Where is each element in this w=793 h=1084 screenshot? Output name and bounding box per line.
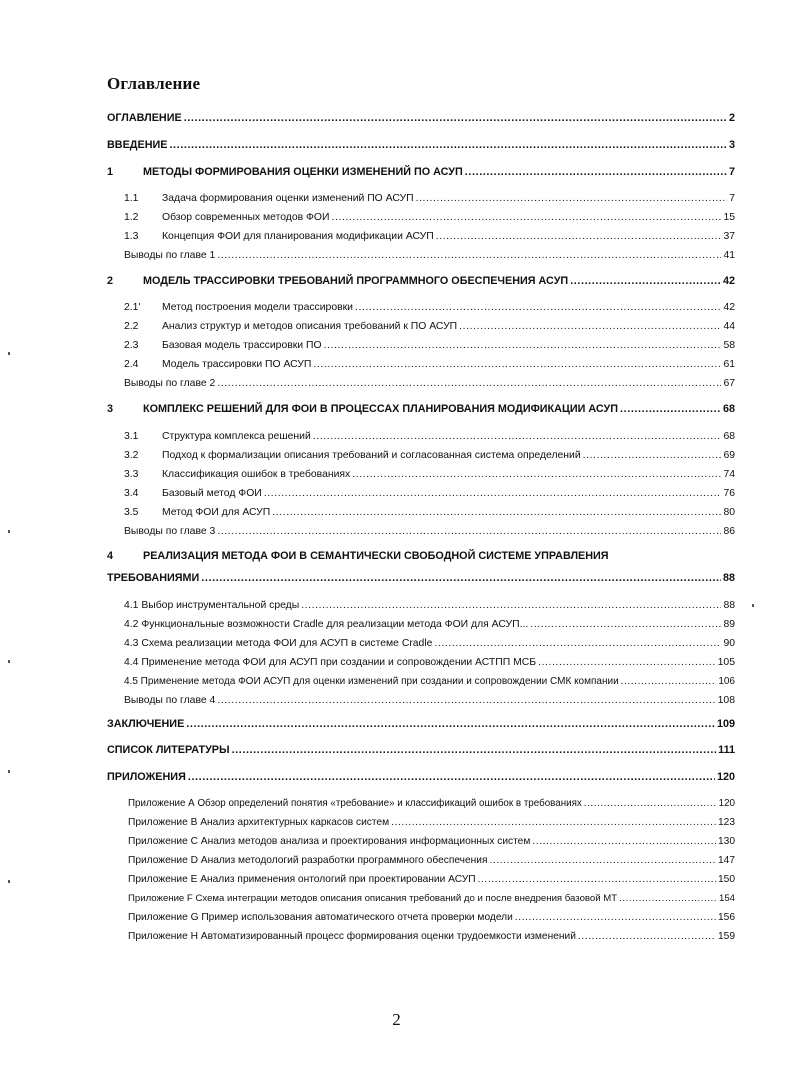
toc-entry-page: 88 — [722, 572, 735, 584]
leader-dots — [416, 192, 728, 205]
toc-entry-page: 106 — [718, 676, 735, 687]
toc-entry-number: 2.1' — [124, 302, 141, 313]
toc-entry-page: 44 — [723, 321, 735, 332]
leader-dots — [313, 358, 721, 371]
toc-entry-title: Приложение F Схема интеграции методов описания описания требований до и после внедрения базовой МТ — [128, 893, 618, 904]
toc-entry-page: 154 — [718, 893, 735, 904]
toc-entry-page: 150 — [718, 874, 735, 885]
leader-dots — [201, 572, 721, 585]
toc-entry-number: 4 — [107, 550, 114, 562]
leader-dots — [578, 930, 716, 943]
leader-dots — [459, 320, 721, 333]
toc-entry-page: 68 — [722, 403, 735, 415]
scan-speck — [752, 604, 754, 607]
leader-dots — [352, 468, 721, 481]
toc-entry-title: Метод ФОИ для АСУП — [162, 507, 271, 518]
toc-entry-number: 1.2 — [124, 212, 139, 223]
leader-dots — [324, 339, 722, 352]
leader-dots — [515, 911, 716, 924]
toc-entry-title: Выводы по главе 1 — [124, 250, 216, 261]
toc-entry[interactable] — [107, 718, 735, 731]
toc-entry-section[interactable] — [124, 468, 735, 481]
leader-dots — [188, 771, 715, 784]
scan-speck — [8, 530, 10, 533]
leader-dots — [217, 525, 721, 538]
toc-entry-title: Обзор современных методов ФОИ — [162, 212, 330, 223]
leader-dots — [436, 230, 722, 243]
toc-entry-page: 42 — [722, 275, 735, 287]
toc-entry-title: Метод построения модели трассировки — [162, 302, 353, 313]
toc-entry-page: 120 — [716, 771, 735, 783]
toc-entry-section[interactable] — [124, 449, 735, 462]
leader-dots — [489, 854, 716, 867]
toc-entry-page: 41 — [723, 250, 735, 261]
toc-entry-appendix[interactable] — [128, 835, 735, 848]
leader-dots — [184, 112, 727, 125]
page-number: 2 — [392, 1010, 401, 1029]
toc-entry-section[interactable] — [124, 599, 735, 612]
toc-entry-title: Задача формирования оценки изменений ПО АСУП — [162, 193, 414, 204]
toc-entry-page: 123 — [718, 817, 735, 828]
toc-entry-title: Приложение D Анализ методологий разработки программного обеспечения — [128, 855, 488, 866]
toc-entry-conclusions[interactable] — [124, 249, 735, 262]
toc-entry-title: Приложение А Обзор определений понятия «требование» и классификаций ошибок в требованиях — [128, 798, 582, 809]
toc-entry-title: Выводы по главе 2 — [124, 378, 216, 389]
toc-entry-appendix[interactable] — [128, 797, 735, 810]
toc-entry-page: 74 — [723, 469, 735, 480]
leader-dots — [621, 675, 717, 688]
toc-entry-title: Концепция ФОИ для планирования модификации АСУП — [162, 231, 434, 242]
leader-dots — [331, 211, 721, 224]
toc-entry-page: 42 — [723, 302, 735, 313]
leader-dots — [232, 744, 717, 757]
leader-dots — [391, 816, 716, 829]
toc-entry-number: 3.1 — [124, 431, 139, 442]
toc-entry-appendix[interactable] — [128, 854, 735, 867]
toc-entry-number: 3 — [107, 403, 114, 415]
toc-entry-page: 86 — [723, 526, 735, 537]
toc-entry-title: 4.2 Функциональные возможности Cradle для реализации метода ФОИ для АСУП... — [124, 619, 529, 630]
toc-entry-section[interactable] — [124, 301, 735, 314]
toc-entry-page: 108 — [717, 695, 735, 706]
leader-dots — [465, 166, 727, 179]
leader-dots — [570, 275, 721, 288]
toc-entry-page: 159 — [718, 931, 735, 942]
toc-entry-section[interactable] — [124, 487, 735, 500]
toc-entry-chapter[interactable] — [107, 403, 735, 416]
toc-entry-number: 1.3 — [124, 231, 139, 242]
leader-dots — [217, 377, 721, 390]
toc-entry-page: 147 — [718, 855, 735, 866]
scan-speck — [8, 770, 10, 773]
toc-entry-section[interactable] — [124, 675, 735, 688]
toc-entry-page: 120 — [718, 798, 735, 809]
toc-heading: Оглавление — [107, 74, 201, 93]
toc-entry-title: ЗАКЛЮЧЕНИЕ — [107, 718, 185, 730]
toc-entry-number: 3.2 — [124, 450, 139, 461]
toc-entry-chapter[interactable] — [107, 166, 735, 179]
toc-entry-page: 89 — [723, 619, 735, 630]
toc-entry-page: 80 — [723, 507, 735, 518]
toc-entry-title: Выводы по главе 4 — [124, 695, 216, 706]
toc-entry-title: Базовая модель трассировки ПО — [162, 340, 322, 351]
toc-entry-section[interactable] — [124, 230, 735, 243]
toc-entry-title: 4.4 Применение метода ФОИ для АСУП при создании и сопровождении АСТПП МСБ — [124, 657, 537, 668]
toc-entry-number: 2 — [107, 275, 114, 287]
toc-entry-title: ОГЛАВЛЕНИЕ — [107, 112, 182, 124]
toc-entry-section[interactable] — [124, 637, 735, 650]
toc-entry-chapter[interactable] — [107, 275, 735, 288]
leader-dots — [186, 718, 715, 731]
toc-entry-section[interactable] — [124, 320, 735, 333]
toc-entry-section[interactable] — [124, 211, 735, 224]
toc-entry[interactable] — [107, 744, 735, 757]
leader-dots — [620, 403, 721, 416]
toc-entry-title: МОДЕЛЬ ТРАССИРОВКИ ТРЕБОВАНИЙ ПРОГРАММНОГО ОБЕСПЕЧЕНИЯ АСУП — [143, 275, 569, 287]
toc-entry-page: 68 — [723, 431, 735, 442]
toc-entry-section[interactable] — [124, 358, 735, 371]
toc-entry-page: 61 — [723, 359, 735, 370]
toc-entry-page: 7 — [728, 166, 735, 178]
leader-dots — [217, 249, 721, 262]
toc-entry-section[interactable] — [124, 192, 735, 205]
toc-entry-number: 2.4 — [124, 359, 139, 370]
toc-entry-page: 3 — [728, 139, 735, 151]
toc-entry-page: 109 — [716, 718, 735, 730]
toc-entry-title: Классификация ошибок в требованиях — [162, 469, 351, 480]
toc-entry-title: Модель трассировки ПО АСУП — [162, 359, 312, 370]
toc-entry-page: 67 — [723, 378, 735, 389]
leader-dots — [264, 487, 722, 500]
toc-entry-appendix[interactable] — [128, 816, 735, 829]
toc-entry-page: 37 — [723, 231, 735, 242]
toc-entry-title: Выводы по главе 3 — [124, 526, 216, 537]
toc-entry-chapter[interactable] — [107, 550, 735, 585]
toc-entry-title: 4.5 Применение метода ФОИ АСУП для оценки изменений при создании и сопровождении СМК компании — [124, 676, 619, 687]
toc-entry-page: 2 — [728, 112, 735, 124]
toc-entry-page: 105 — [717, 657, 735, 668]
leader-dots — [217, 694, 715, 707]
scan-speck — [8, 352, 10, 355]
toc-entry-title: 4.3 Схема реализации метода ФОИ для АСУП в системе Cradle — [124, 638, 433, 649]
toc-entry-title: Приложение G Пример использования автоматического отчета проверки модели — [128, 912, 513, 923]
toc-entry-title: 4.1 Выбор инструментальной среды — [124, 600, 300, 611]
toc-entry-title: МЕТОДЫ ФОРМИРОВАНИЯ ОЦЕНКИ ИЗМЕНЕНИЙ ПО АСУП — [143, 166, 463, 178]
toc-entry-section[interactable] — [124, 506, 735, 519]
toc-entry-appendix[interactable] — [128, 930, 735, 943]
toc-entry-title: Структура комплекса решений — [162, 431, 311, 442]
leader-dots — [169, 139, 727, 152]
leader-dots — [355, 301, 721, 314]
leader-dots — [583, 449, 722, 462]
toc-entry-title: ВВЕДЕНИЕ — [107, 139, 168, 151]
toc-entry-number: 3.5 — [124, 507, 139, 518]
toc-entry-appendix[interactable] — [128, 911, 735, 924]
leader-dots — [584, 797, 717, 810]
toc-entry-page: 90 — [723, 638, 735, 649]
toc-entry-number: 3.3 — [124, 469, 139, 480]
toc-entry[interactable] — [107, 139, 735, 152]
toc-entry-page: 58 — [723, 340, 735, 351]
leader-dots — [313, 430, 722, 443]
toc-entry-conclusions[interactable] — [124, 525, 735, 538]
toc-entry-title: СПИСОК ЛИТЕРАТУРЫ — [107, 744, 230, 756]
toc-entry-conclusions[interactable] — [124, 694, 735, 707]
toc-entry[interactable] — [107, 112, 735, 125]
toc-entry[interactable] — [107, 771, 735, 784]
toc-entry-number: 3.4 — [124, 488, 139, 499]
toc-entry-page: 130 — [718, 836, 735, 847]
toc-entry-number: 1 — [107, 166, 114, 178]
toc-entry-number: 1.1 — [124, 193, 139, 204]
toc-entry-page: 88 — [723, 600, 735, 611]
toc-entry-page: 7 — [729, 193, 735, 204]
leader-dots — [272, 506, 721, 519]
scan-speck — [8, 660, 10, 663]
toc-entry-section[interactable] — [124, 618, 735, 631]
toc-entry-appendix[interactable] — [128, 892, 735, 905]
toc-entry-appendix[interactable] — [128, 873, 735, 886]
toc-entry-title: Анализ структур и методов описания требований к ПО АСУП — [162, 321, 458, 332]
toc-entry-page: 15 — [723, 212, 735, 223]
toc-entry-conclusions[interactable] — [124, 377, 735, 390]
toc-entry-title: Приложение Н Автоматизированный процесс формирования оценки трудоемкости изменений — [128, 931, 576, 942]
leader-dots — [478, 873, 716, 886]
toc-entry-title: Приложение Е Анализ применения онтологий при проектировании АСУП — [128, 874, 476, 885]
leader-dots — [532, 835, 716, 848]
leader-dots — [530, 618, 721, 631]
toc-entry-section[interactable] — [124, 339, 735, 352]
leader-dots — [434, 637, 721, 650]
toc-entry-number: 2.2 — [124, 321, 139, 332]
toc-entry-page: 69 — [723, 450, 735, 461]
scan-speck — [8, 880, 10, 883]
toc-entry-title-continued: ТРЕБОВАНИЯМИ — [107, 572, 200, 584]
toc-entry-title: ПРИЛОЖЕНИЯ — [107, 771, 186, 783]
toc-entry-page: 111 — [718, 744, 735, 756]
toc-entry-section[interactable] — [124, 656, 735, 669]
toc-entry-title: Приложение С Анализ методов анализа и проектирования информационных систем — [128, 836, 531, 847]
toc-entry-page: 76 — [723, 488, 735, 499]
leader-dots — [301, 599, 721, 612]
leader-dots — [619, 892, 717, 905]
toc-entry-title: Подход к формализации описания требований и согласованная система определений — [162, 450, 581, 461]
toc-entry-title: РЕАЛИЗАЦИЯ МЕТОДА ФОИ В СЕМАНТИЧЕСКИ СВОБОДНОЙ СИСТЕМЕ УПРАВЛЕНИЯ — [143, 550, 609, 562]
leader-dots — [538, 656, 716, 669]
toc-entry-title: КОМПЛЕКС РЕШЕНИЙ ДЛЯ ФОИ В ПРОЦЕССАХ ПЛАНИРОВАНИЯ МОДИФИКАЦИИ АСУП — [143, 403, 619, 415]
toc-entry-page: 156 — [718, 912, 735, 923]
toc-entry-title: Базовый метод ФОИ — [162, 488, 262, 499]
toc-entry-section[interactable] — [124, 430, 735, 443]
toc-entry-title: Приложение В Анализ архитектурных каркасов систем — [128, 817, 390, 828]
toc-entry-number: 2.3 — [124, 340, 139, 351]
